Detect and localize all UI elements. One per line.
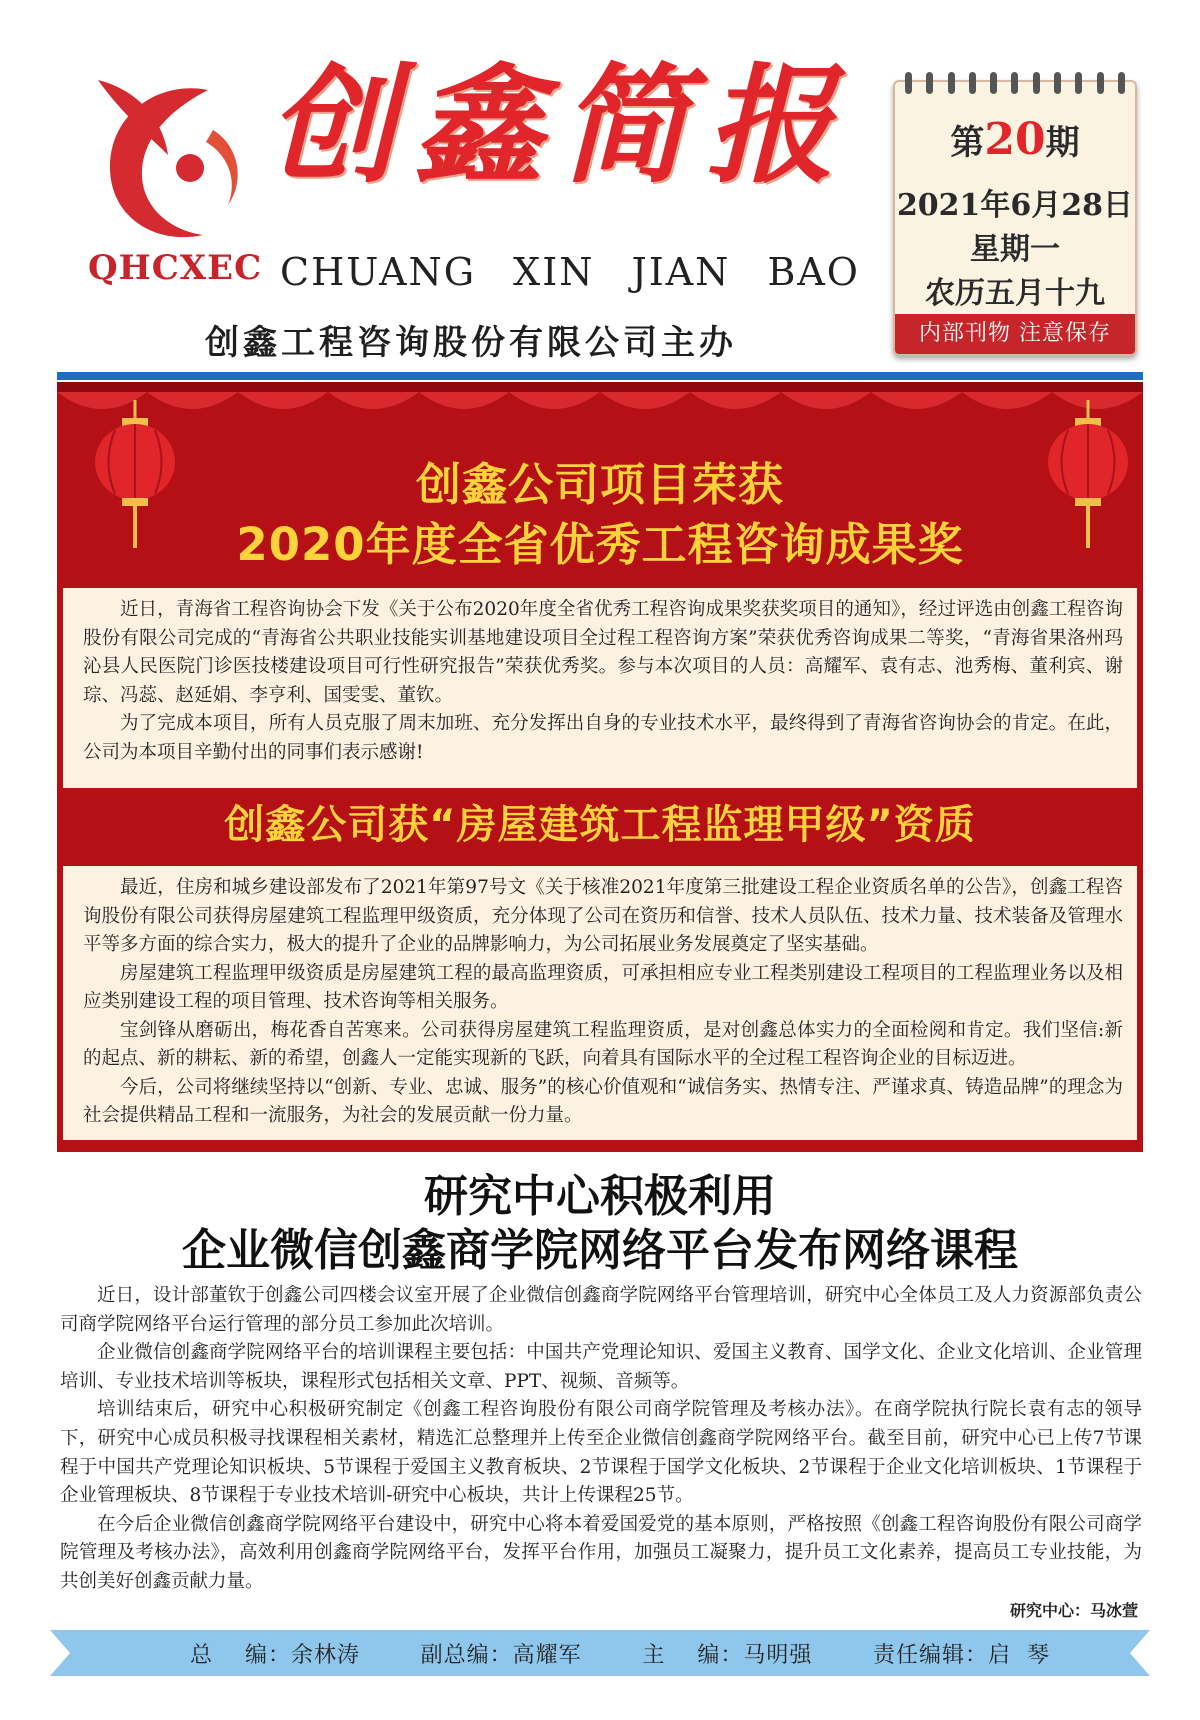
article3-paragraph: 在今后企业微信创鑫商学院网络平台建设中，研究中心将本着爱国爱党的基本原则，严格按照《创鑫工程咨询股份有限公司商学院管理及考核办法》，高效利用创鑫商学院网络平台，发挥平台作用，加强员工凝聚力，提升员工文化素养，提高员工专业技能，为共创美好创鑫贡献力量。: [60, 1513, 1142, 1592]
calendar-rings-icon: [905, 72, 1125, 94]
issue-lunar-date: 农历五月十九: [925, 276, 1105, 311]
issue-number: 第20期: [950, 114, 1080, 165]
article2-paragraph: 宝剑锋从磨砺出，梅花香自苦寒来。公司获得房屋建筑工程监理资质，是对创鑫总体实力的全面检阅和肯定。我们坚信:新的起点、新的耕耘、新的希望，创鑫人一定能实现新的飞跃，向着具有国际水平的全过程工程咨询企业的目标迈进。: [83, 1019, 1123, 1069]
pinyin-word: XIN: [513, 250, 595, 294]
sponsor-line: 创鑫工程咨询股份有限公司主办: [205, 323, 737, 363]
credit-responsible-editor: 责任编辑：启 琴: [873, 1642, 1050, 1668]
newsletter-pinyin: [280, 250, 860, 294]
credit-deputy-editor: 副总编：高耀军: [420, 1642, 582, 1668]
article3-paragraph: 企业微信创鑫商学院网络平台的培训课程主要包括：中国共产党理论知识、爱国主义教育、国学文化、企业文化培训、企业管理培训、专业技术培训等板块，课程形式包括相关文章、PPT、视频、音频等。: [60, 1342, 1142, 1392]
article2-paragraph: 最近，住房和城乡建设部发布了2021年第97号文《关于核准2021年度第三批建设工程企业资质名单的公告》，创鑫工程咨询股份有限公司获得房屋建筑工程监理甲级资质，充分体现了公司在资历和信誉、技术人员队伍、技术力量、技术装备及管理水平等多方面的综合实力，极大的提升了企业的品牌影响力，为公司拓展业务发展奠定了坚实基础。: [83, 877, 1123, 955]
issue-date: 2021年6月28日: [896, 188, 1134, 223]
internal-notice: 内部刊物 注意保存: [895, 314, 1135, 354]
article2-headline: 创鑫公司获“房屋建筑工程监理甲级”资质: [224, 802, 976, 848]
newsletter-title: 创鑫简报: [268, 51, 853, 201]
article3-headline-line2: 企业微信创鑫商学院网络平台发布网络课程: [182, 1225, 1018, 1276]
article3-paragraph: 培训结束后，研究中心积极研究制定《创鑫工程咨询股份有限公司商学院管理及考核办法》。在商学院执行院长袁有志的领导下，研究中心成员积极寻找课程相关素材，精选汇总整理并上传至企业微信创鑫商学院网络平台。截至目前，研究中心已上传7节课程于中国共产党理论知识板块、5节课程于爱国主义教育板块、2节课程于国学文化板块、2节课程于企业文化培训板块、1节课程于企业管理板块、8节课程于专业技术培训-研究中心板块，共计上传课程25节。: [60, 1399, 1142, 1507]
article1-headline-line1: 创鑫公司项目荣获: [415, 458, 784, 511]
article2-body: [63, 866, 1137, 1140]
credit-editor-in-chief: 总 编：余林涛: [190, 1642, 360, 1668]
company-logo-icon: [88, 70, 258, 260]
logo-text: QHCXEC: [88, 248, 263, 288]
article1-headline: [57, 455, 1143, 575]
article3-byline: 研究中心：马冰萱: [1009, 1601, 1138, 1620]
issue-weekday: 星期一: [970, 232, 1060, 267]
pinyin-word: CHUANG: [280, 250, 477, 294]
article1-paragraph: 为了完成本项目，所有人员克服了周末加班、充分发挥出自身的专业技术水平，最终得到了青海省咨询协会的肯定。在此，公司为本项目辛勤付出的同事们表示感谢!: [83, 713, 1123, 763]
article2-paragraph: 今后，公司将继续坚持以“创新、专业、忠诚、服务”的核心价值观和“诚信务实、热情专注、严谨求真、铸造品牌”的理念为社会提供精品工程和一流服务，为社会的发展贡献一份力量。: [83, 1076, 1123, 1126]
article1-body: [63, 588, 1137, 788]
pinyin-word: JIAN: [631, 250, 731, 294]
article3-headline-line1: 研究中心积极利用: [424, 1171, 776, 1222]
credit-editor: 主 编：马明强: [642, 1642, 813, 1668]
pinyin-word: BAO: [767, 250, 860, 294]
editorial-credits: [190, 1636, 1050, 1670]
article1-paragraph: 近日，青海省工程咨询协会下发《关于公布2020年度全省优秀工程咨询成果奖获奖项目的通知》，经过评选由创鑫工程咨询股份有限公司完成的“青海省公共职业技能实训基地建设项目全过程工程咨询方案”荣获优秀咨询成果二等奖，“青海省果洛州玛沁县人民医院门诊医技楼建设项目可行性研究报告”荣获优秀奖。参与本次项目的人员：高耀军、袁有志、池秀梅、董利宾、谢琮、冯蕊、赵延娟、李亨利、国雯雯、董钦。: [83, 599, 1123, 706]
issue-calendar: [893, 80, 1137, 356]
article2-paragraph: 房屋建筑工程监理甲级资质是房屋建筑工程的最高监理资质，可承担相应专业工程类别建设工程项目的工程监理业务以及相应类别建设工程的项目管理、技术咨询等相关服务。: [83, 962, 1123, 1012]
article1-headline-line2: 2020年度全省优秀工程咨询成果奖: [236, 518, 964, 571]
article3-body: [60, 1282, 1142, 1597]
divider-line: [57, 372, 1143, 380]
article3-headline: [0, 1170, 1200, 1278]
article3-paragraph: 近日，设计部董钦于创鑫公司四楼会议室开展了企业微信创鑫商学院网络平台管理培训，研究中心全体员工及人力资源部负责公司商学院网络平台运行管理的部分员工参加此次培训。: [60, 1285, 1142, 1335]
curtain-decoration-icon: [57, 382, 1143, 426]
